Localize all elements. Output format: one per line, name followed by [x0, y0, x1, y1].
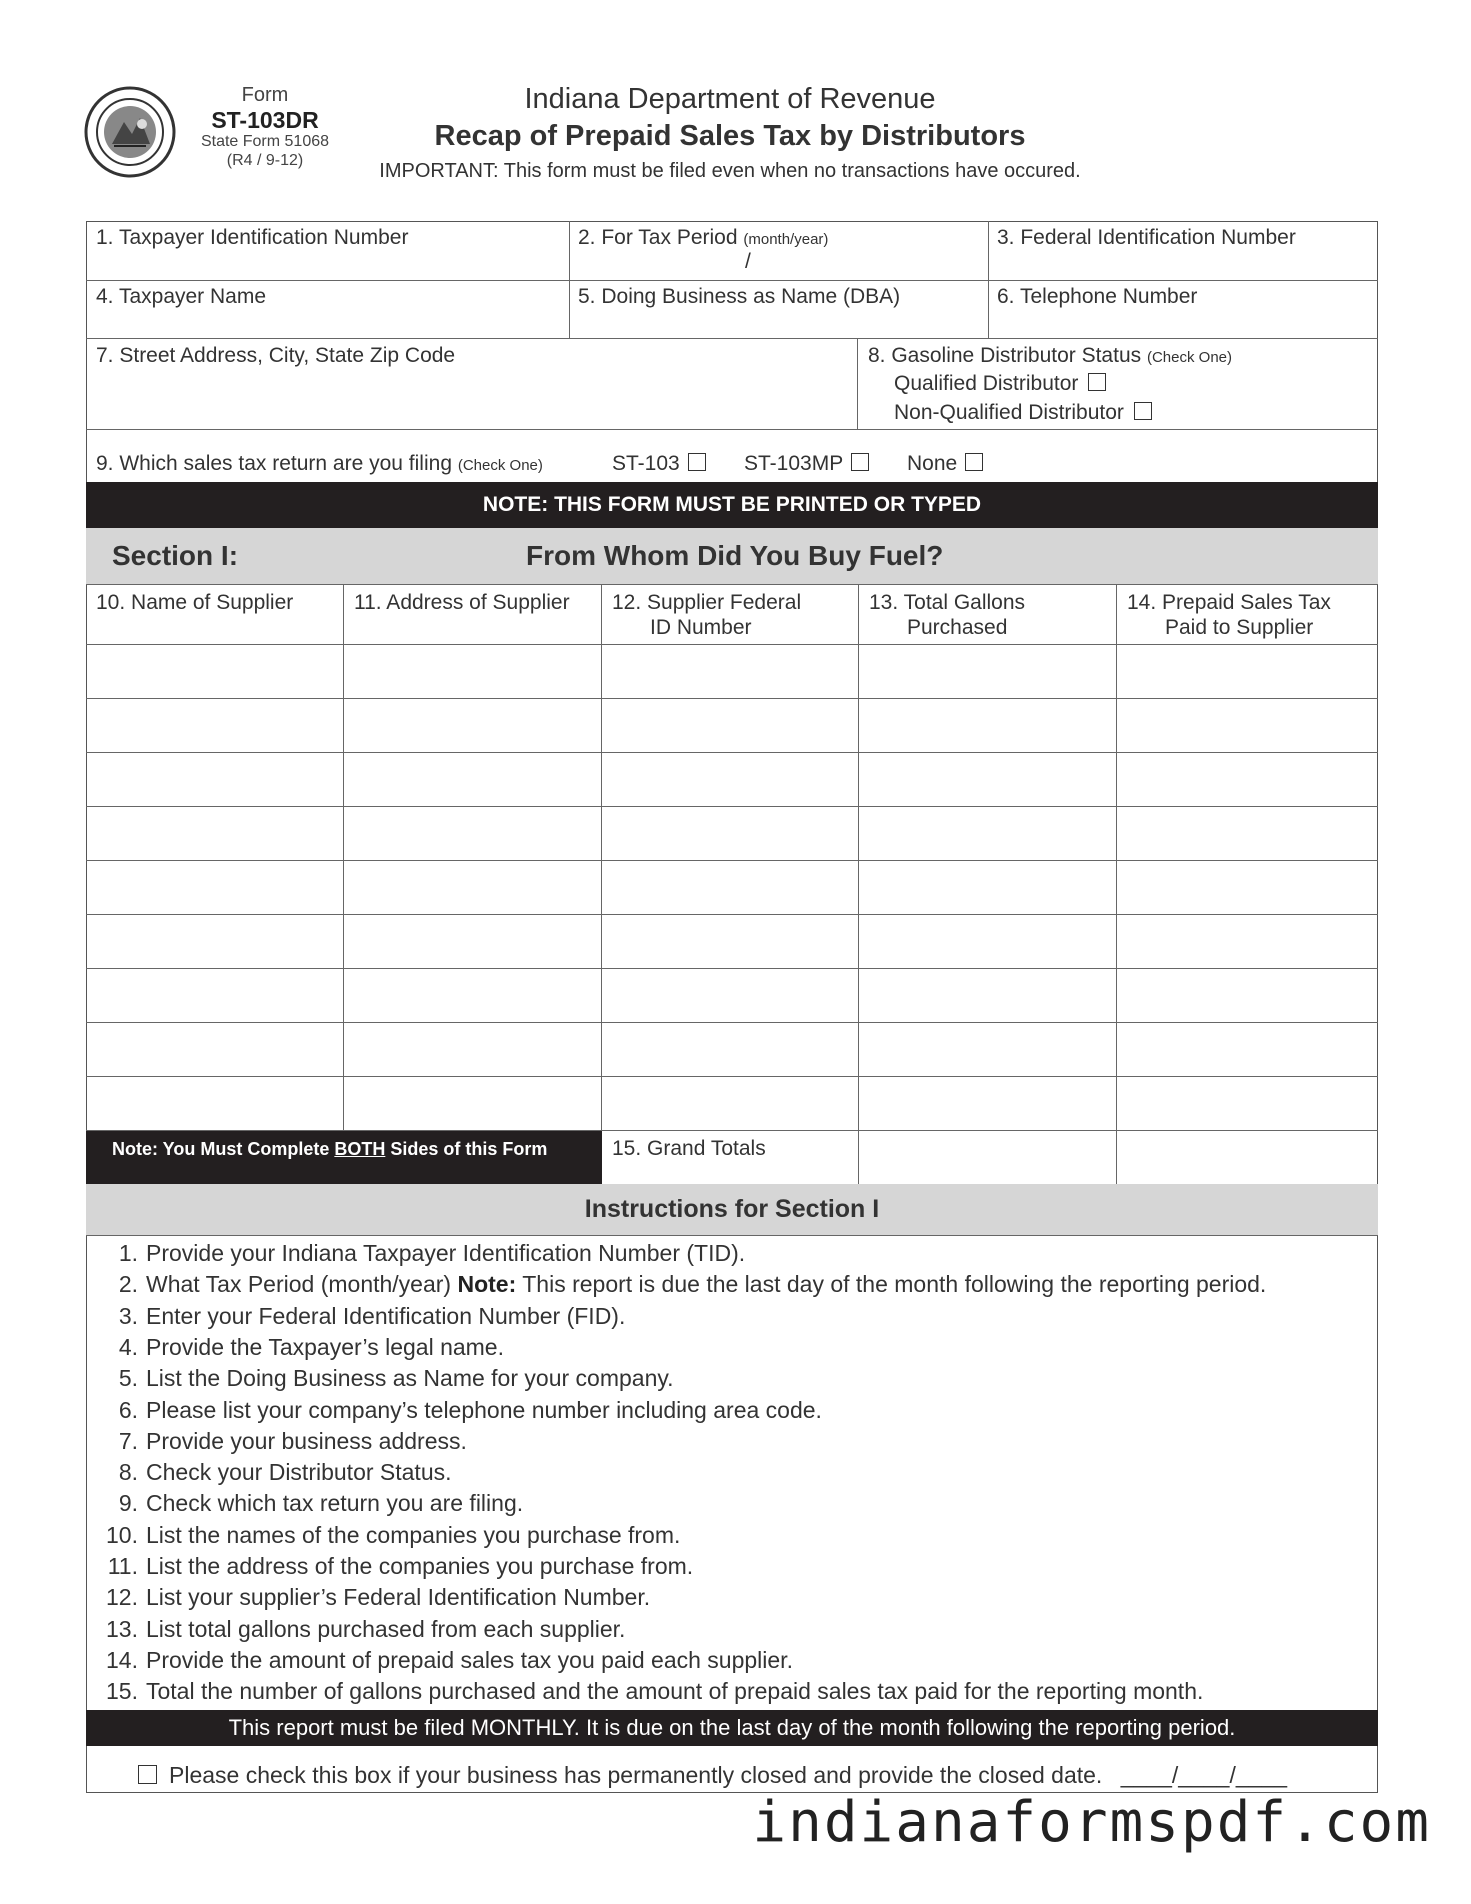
instruction-item: 6. Please list your company’s telephone number including area code.: [118, 1396, 822, 1423]
supplier-entry-cell[interactable]: [602, 645, 859, 699]
taxpayer-id-field[interactable]: [96, 226, 408, 250]
instruction-item: 15. Total the number of gallons purchased and the amount of prepaid sales tax paid for the reporting month.: [106, 1678, 1204, 1705]
instruction-item: 13. List total gallons purchased from each supplier.: [106, 1615, 626, 1642]
qualified-distributor-checkbox[interactable]: [1088, 373, 1106, 391]
form-word: Form: [241, 84, 289, 106]
instruction-item: 2. What Tax Period (month/year) Note: This report is due the last day of the month following the reporting period.: [118, 1271, 1267, 1298]
supplier-entry-cell[interactable]: [859, 645, 1117, 699]
both-sides-note: Note: You Must Complete BOTH Sides of this Form: [86, 1131, 602, 1185]
supplier-entry-cell[interactable]: [86, 645, 344, 699]
column-header-line: 10. Name of Supplier: [96, 591, 294, 614]
instruction-item: 1. Provide your Indiana Taxpayer Identification Number (TID).: [118, 1240, 746, 1266]
non-qualified-distributor-checkbox[interactable]: [1134, 402, 1152, 420]
business-closed-row[interactable]: [138, 1762, 1287, 1789]
supplier-entry-cell[interactable]: [1117, 699, 1378, 753]
instruction-item: 10. List the names of the companies you purchase from.: [106, 1521, 681, 1548]
supplier-entry-cell[interactable]: [602, 753, 859, 807]
section1-header: [86, 528, 1378, 584]
supplier-entry-cell[interactable]: [86, 915, 344, 969]
supplier-entry-cell[interactable]: [602, 699, 859, 753]
supplier-entry-cell[interactable]: [86, 699, 344, 753]
form-revision: (R4 / 9-12): [226, 151, 304, 169]
telephone-label: 6. Telephone Number: [997, 285, 1198, 308]
taxpayer-name-label: 4. Taxpayer Name: [96, 285, 267, 308]
dba-field[interactable]: [578, 285, 900, 309]
supplier-entry-cell[interactable]: [859, 969, 1117, 1023]
supplier-entry-cell[interactable]: [1117, 753, 1378, 807]
dba-label: 5. Doing Business as Name (DBA): [578, 285, 901, 308]
supplier-entry-cell[interactable]: [602, 861, 859, 915]
column-header-line: Purchased: [907, 616, 1008, 639]
grand-total-cell[interactable]: [1117, 1131, 1378, 1185]
supplier-entry-cell[interactable]: [1117, 1023, 1378, 1077]
table-top-rule: [86, 584, 1378, 585]
column-header-3: [602, 584, 859, 645]
supplier-entry-cell[interactable]: [859, 807, 1117, 861]
state-form-number: State Form 51068: [200, 133, 330, 151]
instruction-item: 14. Provide the amount of prepaid sales tax you paid each supplier.: [106, 1646, 793, 1673]
supplier-entry-cell[interactable]: [602, 1023, 859, 1077]
supplier-entry-cell[interactable]: [602, 915, 859, 969]
taxpayer-id-label: 1. Taxpayer Identification Number: [96, 226, 409, 249]
federal-id-label: 3. Federal Identification Number: [997, 226, 1296, 249]
grand-totals-label: 15. Grand Totals: [602, 1131, 859, 1185]
supplier-entry-cell[interactable]: [86, 1077, 344, 1131]
st103-option[interactable]: ST-103: [612, 452, 706, 476]
supplier-entry-cell[interactable]: [86, 807, 344, 861]
instruction-item: 3. Enter your Federal Identification Number (FID).: [118, 1302, 626, 1329]
tax-period-slash: /: [745, 250, 751, 273]
watermark-text: indianaformspdf.com: [752, 1790, 1431, 1855]
supplier-entry-cell[interactable]: [859, 861, 1117, 915]
instruction-item: 12. List your supplier’s Federal Identification Number.: [106, 1584, 651, 1611]
closed-date-field[interactable]: ____/____/____: [1120, 1762, 1287, 1788]
form-title: Recap of Prepaid Sales Tax by Distributors: [434, 120, 1026, 152]
instruction-item: 4. Provide the Taxpayer’s legal name.: [118, 1333, 504, 1360]
form-number: ST-103DR: [211, 107, 319, 133]
supplier-entry-cell[interactable]: [602, 807, 859, 861]
supplier-entry-cell[interactable]: [1117, 645, 1378, 699]
column-header-line: 11. Address of Supplier: [354, 591, 570, 614]
st103-checkbox[interactable]: [688, 453, 706, 471]
supplier-entry-cell[interactable]: [859, 1023, 1117, 1077]
tax-period-hint: (month/year): [743, 231, 829, 248]
business-closed-checkbox[interactable]: [138, 1765, 157, 1784]
none-option[interactable]: None: [907, 452, 983, 476]
section1-label: Section I:: [112, 540, 239, 571]
supplier-entry-cell[interactable]: [86, 753, 344, 807]
taxpayer-name-field[interactable]: [96, 285, 266, 309]
supplier-entry-cell[interactable]: [602, 969, 859, 1023]
column-header-1: [86, 584, 344, 645]
column-header-line: 12. Supplier Federal: [612, 591, 802, 614]
supplier-entry-cell[interactable]: [859, 915, 1117, 969]
column-header-2: [344, 584, 602, 645]
title-block: [350, 80, 1110, 183]
column-header-4: [859, 584, 1117, 645]
supplier-entry-cell[interactable]: [859, 699, 1117, 753]
tax-period-label: 2. For Tax Period: [578, 226, 738, 249]
monthly-filing-bar: This report must be filed MONTHLY. It is due on the last day of the month following the reporting period.: [86, 1710, 1378, 1746]
form-id-block: [180, 84, 350, 170]
none-checkbox[interactable]: [965, 453, 983, 471]
supplier-entry-cell[interactable]: [344, 969, 602, 1023]
qualified-distributor-option[interactable]: Qualified Distributor: [894, 372, 1106, 396]
column-header-line: Paid to Supplier: [1165, 616, 1314, 639]
supplier-entry-cell[interactable]: [86, 861, 344, 915]
supplier-entry-cell[interactable]: [1117, 969, 1378, 1023]
tax-period-field[interactable]: [578, 226, 828, 250]
important-note: IMPORTANT: This form must be filed even when no transactions have occured.: [379, 160, 1081, 182]
supplier-entry-cell[interactable]: [344, 861, 602, 915]
instruction-item: 11. List the address of the companies you purchase from.: [107, 1553, 694, 1579]
supplier-entry-cell[interactable]: [859, 753, 1117, 807]
federal-id-field[interactable]: [997, 226, 1296, 250]
column-header-line: 13. Total Gallons: [869, 591, 1026, 614]
column-header-5: [1117, 584, 1378, 645]
supplier-entry-cell[interactable]: [1117, 807, 1378, 861]
st103mp-option[interactable]: ST-103MP: [744, 452, 869, 476]
supplier-entry-cell[interactable]: [86, 1023, 344, 1077]
supplier-table: [86, 584, 1378, 1184]
supplier-entry-cell[interactable]: [344, 1077, 602, 1131]
street-address-label: 7. Street Address, City, State Zip Code: [96, 344, 456, 367]
supplier-entry-cell[interactable]: [344, 699, 602, 753]
return-type-label: 9. Which sales tax return are you filing (Check One): [96, 452, 543, 475]
supplier-entry-cell[interactable]: [344, 645, 602, 699]
instruction-item: 8. Check your Distributor Status.: [118, 1459, 452, 1486]
non-qualified-distributor-option[interactable]: Non-Qualified Distributor: [894, 401, 1152, 425]
street-address-field[interactable]: [96, 344, 455, 368]
supplier-entry-cell[interactable]: [602, 1077, 859, 1131]
instruction-item: 9. Check which tax return you are filing.: [118, 1490, 524, 1517]
supplier-entry-cell[interactable]: [344, 807, 602, 861]
supplier-entry-cell[interactable]: [344, 1023, 602, 1077]
supplier-entry-cell[interactable]: [1117, 861, 1378, 915]
distributor-status-label: 8. Gasoline Distributor Status (Check One): [868, 344, 1232, 367]
telephone-field[interactable]: [997, 285, 1197, 309]
supplier-entry-cell[interactable]: [1117, 1077, 1378, 1131]
column-header-line: ID Number: [650, 616, 752, 639]
supplier-entry-cell[interactable]: [86, 969, 344, 1023]
print-type-note-bar: NOTE: THIS FORM MUST BE PRINTED OR TYPED: [86, 482, 1378, 528]
st103mp-checkbox[interactable]: [851, 453, 869, 471]
section1-title: From Whom Did You Buy Fuel?: [526, 540, 944, 571]
grand-total-cell[interactable]: [859, 1131, 1117, 1185]
instruction-item: 7. Provide your business address.: [118, 1427, 467, 1454]
column-header-line: 14. Prepaid Sales Tax: [1127, 591, 1331, 614]
state-seal-icon: [84, 86, 176, 178]
supplier-entry-cell[interactable]: [344, 753, 602, 807]
instruction-item: 5. List the Doing Business as Name for your company.: [118, 1365, 674, 1392]
business-closed-text: Please check this box if your business has permanently closed and provide the closed date.: [169, 1762, 1103, 1788]
supplier-entry-cell[interactable]: [344, 915, 602, 969]
supplier-entry-cell[interactable]: [1117, 915, 1378, 969]
instructions-title: Instructions for Section I: [86, 1184, 1378, 1235]
supplier-entry-cell[interactable]: [859, 1077, 1117, 1131]
agency-name: Indiana Department of Revenue: [524, 83, 936, 115]
